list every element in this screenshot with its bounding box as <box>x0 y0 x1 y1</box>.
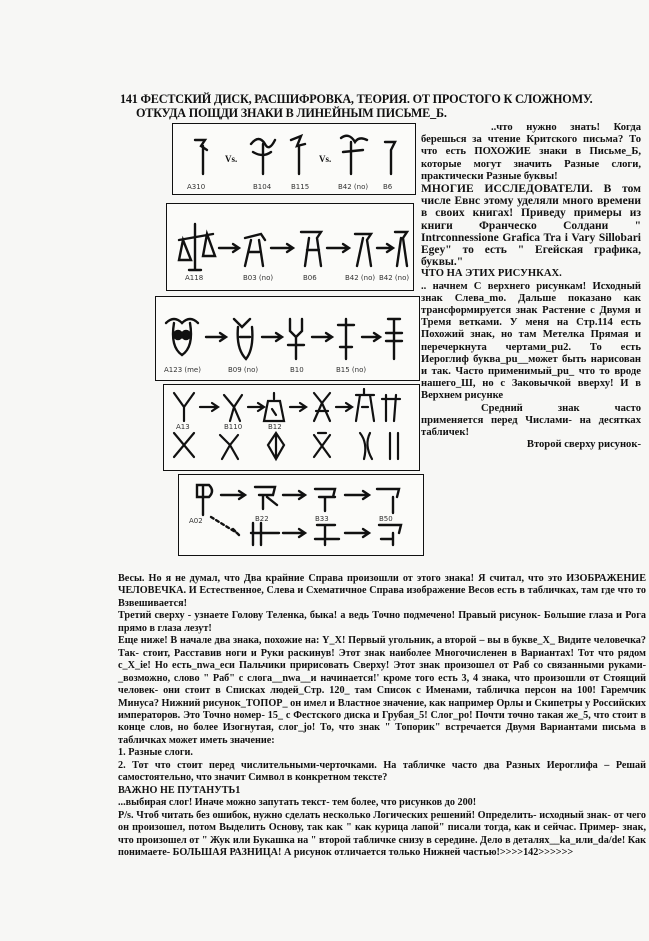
body-list-item-1: 1. Разные слоги. <box>118 747 193 759</box>
plant-sign-b6-icon <box>385 142 395 174</box>
bull-head-sign-b10-icon <box>288 319 304 359</box>
human-sign-4-icon <box>356 389 374 421</box>
arrow-icon <box>271 244 293 252</box>
fig2-caption-3: B06 <box>303 274 317 282</box>
arrow-icon <box>248 403 264 411</box>
arrow-icon <box>221 491 245 499</box>
arrow-icon <box>312 333 332 341</box>
page-title <box>120 92 640 120</box>
body-paragraph-6: P/s. Чтоб читать без ошибок, нужно сделать несколько Логических решений! Определить- исходный знак- от чего он произошел, потом Выделить Основу, так как " как курица лапой" писали тогда, как и сейчас. Пример- знак, что произошел от " Жук или Букашка на " второй табличке снизу в середине. Дело в деталях__ka_или_da/de! Как понимаете- БОЛЬШАЯ РАЗНИЦА! А рисунок отличается только Нижней частью!>>>>142>>>>>> <box>118 809 646 858</box>
right-column-text <box>421 122 641 451</box>
arrow-icon <box>290 403 306 411</box>
human-sign-5-icon <box>382 395 400 421</box>
right-paragraph-5: Средний знак часто применяется перед Числами- на десятках табличек! <box>421 402 641 439</box>
fig4-caption-1: A13 <box>176 423 190 431</box>
arrow-icon <box>283 491 305 499</box>
arrow-icon <box>283 529 305 537</box>
vs-label-2: Vs. <box>319 154 332 164</box>
scales-sign-b03-icon <box>245 234 265 266</box>
fig4-caption-3: B12 <box>268 423 282 431</box>
fig5-caption-2: B22 <box>255 515 269 523</box>
arrow-icon <box>345 529 369 537</box>
body-list-item-2: 2. Тот что стоит перед числительными-черточками. На табличке часто два Разных Иероглифа – Решай самостоятельно, что значит Символ в конкретном тексте? <box>118 759 646 784</box>
plant-sign-b115-icon <box>291 136 305 174</box>
fig1-caption-4: B42 (no) <box>338 183 369 191</box>
right-paragraph-2: МНОГИЕ ИССЛЕДОВАТЕЛИ. В том числе Евнс этому уделяли много времени в своих книгах! Приведу примеры из книги Франческо Солдани " Intrconnessione Grafica Tra i Vary Sillobari Egey" то есть " Егейская графика, буквы." <box>421 183 641 269</box>
fig3-caption-4: B15 (no) <box>336 366 367 374</box>
scales-sign-b42a-icon <box>355 234 371 266</box>
body-paragraph-1: Весы. Но я не думал, что Два крайние Справа произошли от этого знака! Я считал, что это ИЗОБРАЖЕНИЕ ЧЕЛОВЕЧКА. И Естественное, Слева и Схематичное Справа изображение Весов есть в табличках, там где что то Взвешивается! <box>118 573 646 609</box>
dashed-arrow-icon <box>211 517 239 535</box>
bottom-body-text <box>118 573 646 859</box>
body-paragraph-4: ВАЖНО НЕ ПУТАНУТЬ1 <box>118 784 241 796</box>
axe-sign-b22-icon <box>255 487 277 509</box>
bull-head-sign-b15-icon <box>338 319 354 359</box>
right-paragraph-6: Второй сверху рисунок- <box>526 439 641 451</box>
scales-sign-drawings <box>167 204 413 290</box>
vs-label-1: Vs. <box>225 154 238 164</box>
fig3-caption-3: B10 <box>290 366 304 374</box>
fig1-caption-5: B6 <box>383 183 393 191</box>
plant-sign-a310-icon <box>195 140 207 174</box>
axe-sign-b50-icon <box>377 489 399 513</box>
scales-sign-b42b-icon <box>395 232 407 266</box>
x-sign-icon <box>174 433 194 457</box>
arrow-icon <box>362 333 380 341</box>
arrow-icon <box>219 244 239 252</box>
figure-human-signs <box>163 384 420 471</box>
axe-sign-b33-icon <box>315 489 335 511</box>
fig3-caption-1: A123 (me) <box>164 366 201 374</box>
human-sign-drawings <box>164 385 419 470</box>
human-sign-2-icon <box>264 393 284 421</box>
fig1-caption-1: A310 <box>187 183 206 191</box>
fig5-caption-1: A02 <box>189 517 203 525</box>
arrow-icon <box>327 244 349 252</box>
arrow-icon <box>206 333 226 341</box>
bull-head-sign-b09-icon <box>234 319 252 359</box>
x-variant-2-icon <box>268 433 284 459</box>
axe-variant-3-icon <box>379 525 401 545</box>
fig4-caption-2: B110 <box>224 423 243 431</box>
scales-sign-a118-icon <box>179 224 215 270</box>
plant-sign-b104-icon <box>251 139 275 174</box>
body-paragraph-2: Третий сверху - узнаете Голову Теленка, быка! а ведь Точно подмечено! Правый рисунок- Большие глаза и Рога прямо в глаза лезут! <box>118 610 646 634</box>
human-sign-3-icon <box>314 393 330 421</box>
plant-sign-b42-icon <box>341 136 367 174</box>
scales-sign-b06-icon <box>301 232 321 266</box>
x-variant-3-icon <box>314 433 330 457</box>
x-variant-4-icon <box>360 433 372 459</box>
arrow-icon <box>200 403 218 411</box>
bull-head-sign-variant-icon <box>386 319 402 359</box>
fig2-caption-5: B42 (no) <box>379 274 410 282</box>
arrow-icon <box>262 333 282 341</box>
fig1-caption-3: B115 <box>291 183 310 191</box>
fig2-caption-4: B42 (no) <box>345 274 376 282</box>
fig3-caption-2: B09 (no) <box>228 366 259 374</box>
fig2-caption-1: A118 <box>185 274 204 282</box>
right-paragraph-1: ..что нужно знать! Когда берешься за чтение Критского письма? То что есть ПОХОЖИЕ знаки в Письме_Б, которые могут значить Разные слоги, практически Разные буквы! <box>421 122 641 182</box>
arrow-icon <box>336 403 352 411</box>
axe-variant-2-icon <box>315 525 339 545</box>
fig5-caption-4: B50 <box>379 515 393 523</box>
title-line-2: ОТКУДА ПОЩДИ ЗНАКИ В ЛИНЕЙНЫМ ПИСЬМЕ_Б. <box>136 106 447 120</box>
human-sign-1-icon <box>224 395 242 421</box>
body-paragraph-3: Еще ниже! В начале два знака, похожие на: Y_X! Первый угольник, а второй – вы в букве_X_ Видите человечка? Так- стоит, Расставив ноги и Руки раскинув! Этот знак наиболее Многочисленен в Вариантах! Тот что рядом с_X_ie! Но есть_nwa_eси Пальчики пририсовать Сверху! Этот знак произошел от Раб со связанными руками-_возможно, слово " Раб" с слога__nwa__и начинается!' кроме того есть 3, 4 знака, что произошли от Стоящий человек- они стоит в Списках людей_Стр. 120_ там Список с Именами, табличка персон на 100! Гаремчик Минуса? Нижний рисунок_ТОПОР_ он имел и Властное значение, как например Орлы и Скипетры у Российских императоров. Это Точно номер- 15_ с Фестского диска и Грубая_5! Слог_ро! Почти точно такая же_5, что стоит в конце слов, но более Изогнутая, слог_jo! То, что знак " Топорик" встречается Двумя Вариантами письма в табличках может иметь значение: <box>118 635 646 746</box>
x-variant-1-icon <box>220 435 238 459</box>
right-paragraph-4: .. начнем С верхнего рисункам! Исходный знак Слева_mo. Дальше показано как трансформируется знак Растение с Двумя и Тремя ветками. У меня на Стр.114 есть Похожий знак, но там Метелка Прямая и перечеркнута чертами_pu2. То есть Иероглиф буква_pu__может быть нарисован и так. Часто применимый_pu_ что то вроде нашего_Ш, но с Заковычкой вверху! И в Верхнем рисунке <box>421 280 641 402</box>
figure-scales-signs <box>166 203 414 291</box>
figure-axe-signs <box>178 474 424 556</box>
right-paragraph-3: ЧТО НА ЭТИХ РИСУНКАХ. <box>421 268 562 280</box>
title-line-1: 141 ФЕСТСКИЙ ДИСК, РАСШИФРОВКА, ТЕОРИЯ. ОТ ПРОСТОГО К СЛОЖНОМУ. <box>120 92 593 106</box>
x-variant-5-icon <box>390 433 398 459</box>
figure-plant-signs <box>172 123 416 195</box>
arrow-icon <box>345 491 369 499</box>
fig5-caption-3: B33 <box>315 515 329 523</box>
y-sign-icon <box>174 393 194 421</box>
figure-bull-head-signs <box>155 296 420 381</box>
fig1-caption-2: B104 <box>253 183 272 191</box>
axe-sign-a02-icon <box>197 485 212 515</box>
arrow-icon <box>377 244 393 252</box>
body-paragraph-5: ...выбирая слог! Иначе можно запутать текст- тем более, что рисунков до 200! <box>118 797 477 809</box>
axe-variant-1-icon <box>251 523 279 545</box>
fig2-caption-2: B03 (no) <box>243 274 274 282</box>
